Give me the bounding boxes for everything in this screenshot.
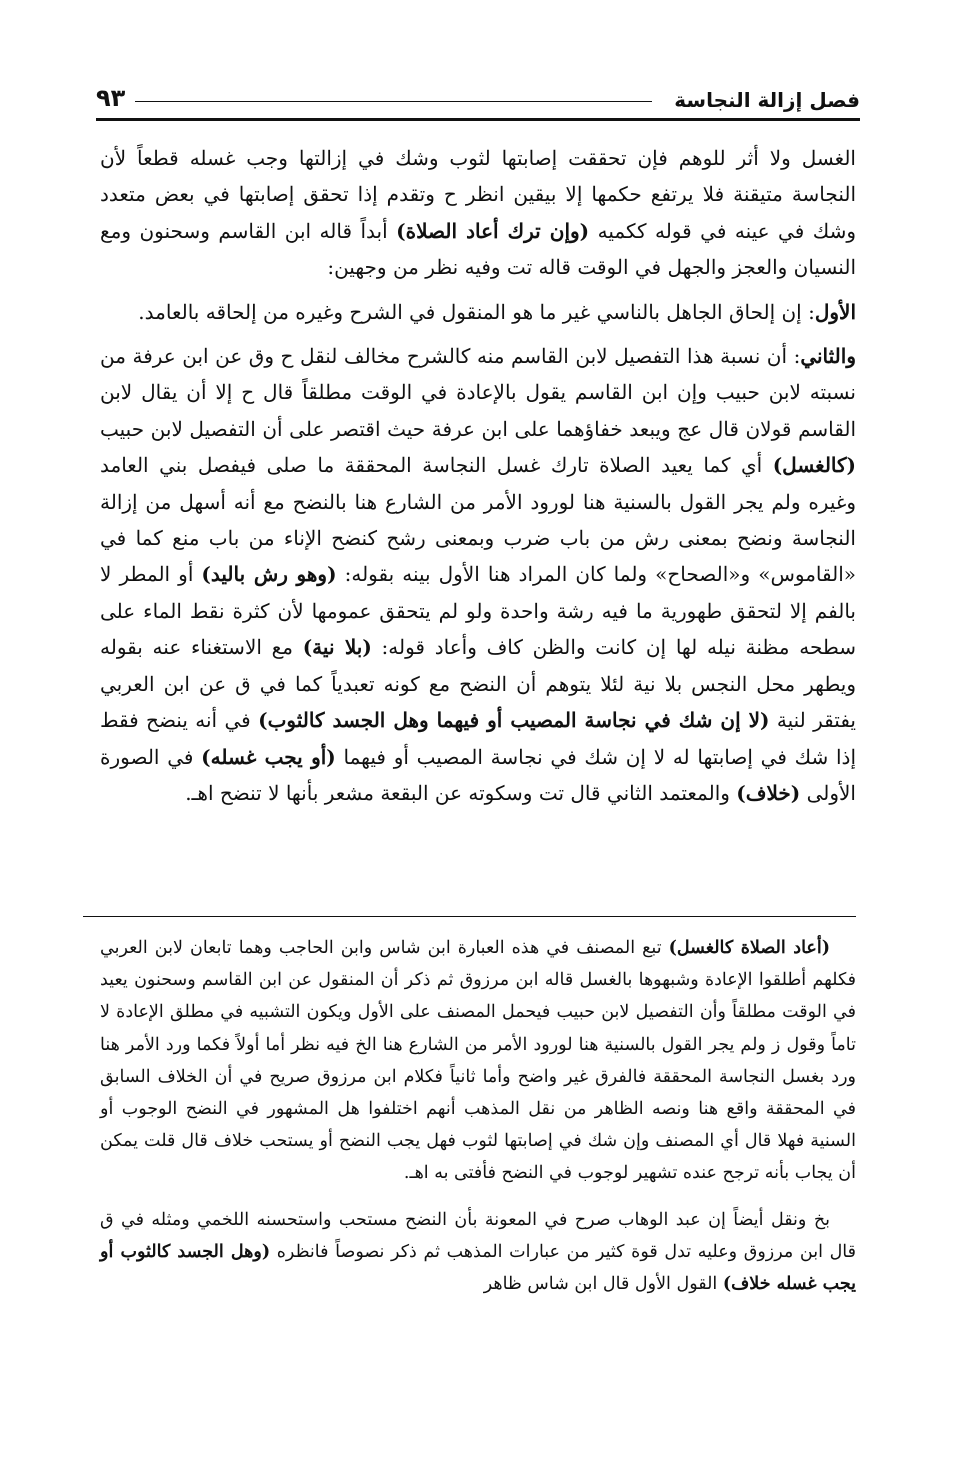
chapter-title: فصل إزالة النجاسة [674,88,860,112]
text-run: في الصورة الأولى [100,744,856,805]
text-run: في أنه ينضح فقط إذا شك في إصابتها له لا إن شك في نجاسة المصيب أو فيهما [100,708,856,769]
text-run: القول الأول قال ابن شاس ظاهر [483,1274,723,1295]
paragraph-1 [100,140,856,286]
matn-quote: (وهل الجسد كالثوب أو يجب غسله خلاف) [100,1241,856,1295]
matn-quote: (خلاف) [736,780,801,805]
text-run: والمعتمد الثاني قال تت وسكوته عن البقعة مشعر بأنها لا تنضح اهـ. [185,780,737,805]
text-run: مع الاستغناء عنه بقوله ويطهر محل النجس بلا نية لئلا يتوهم أن النضح مع كونه تعبدياً كما في ق عن ابن العربي يفتقر لنية [100,635,856,733]
text-run: أبداً قاله ابن القاسم وسحنون ومع النسيان والعجز والجهل في الوقت قاله تت وفيه نظر من وجهين: [100,218,856,280]
text-run: تبع المصنف في هذه العبارة ابن شاس وابن الحاجب وهما تابعان لابن العربي فكلهم أطلقوا الإعادة وشبهوها بالغسل قاله ابن مرزوق ثم ذكر أن المنقول عن ابن القاسم وسحنون يعيد في الوقت مطلقاً وأن التفصيل لابن حبيب فيحمل المصنف على الأول ويكون التشبيه في مطلق الإعادة لا تاماً وقول ز ولم يجر القول بالسنية هنا لورود الأمر من الشارع هنا الخ فيه نظر أما أولاً فكما ورد الأمر هنا ورد بغسل النجاسة المحققة فالفرق غير واضح وأما ثانياً فكلام ابن مرزوق صريح في أن الخلاف السابق في المحققة واقع هنا ونصه الظاهر من نقل المذهب أنهم اختلفوا هل المشهور في النضح الوجوب أو السنية فهلا قال أي المصنف وإن شك في إصابتها لثوب فهل يجب النضح أو يستحب خلاف قال قلت يمكن أن يجاب بأنه ترجح عنده تشهير لوجوب في النضح فأفتى به اهـ. [100,938,856,1184]
footnote-1 [100,932,856,1190]
matn-quote: (كالغسل) [772,453,856,478]
page-number: ٩٣ [96,84,126,112]
text-run: بخ ونقل أيضاً إن عبد الوهاب صرح في المعونة بأن النضح مستحب واستحسنه اللخمي ومثله في ق قال ابن مرزوق وعليه تدل قوة كثير من عبارات المذهب ثم ذكر نصوصاً فانظره [100,1209,856,1262]
footnote-2 [100,1204,856,1301]
paragraph-2 [100,294,856,330]
point-label: الأول [814,299,856,324]
matn-quote: (لا إن شك في نجاسة المصيب أو فيهما وهل الجسد كالثوب) [258,708,770,733]
main-text [100,140,856,819]
text-run: أي كما يعيد الصلاة تارك غسل النجاسة المحققة ما صلى فيفصل بني العامد وغيره ولم يجر القول بالسنية هنا لورود الأمر من الشارع هنا بالنضح مع أنه أسهل من إزالة النجاسة ونضح بمعنى رش من باب ضرب وبمعنى رشح كنضح الإناء من باب منع كما في «القاموس» و«الصحاح» ولما كان المراد هنا الأول بينه بقوله: [100,453,856,587]
running-header [96,72,860,121]
point-label: والثاني [800,344,856,369]
matn-quote: (وإن ترك أعاد الصلاة) [396,218,590,243]
footnote-divider [83,916,856,917]
paragraph-3 [100,338,856,811]
matn-quote: (وهو رش باليد) [201,562,337,587]
matn-quote: (أعاد الصلاة كالغسل) [668,938,830,958]
matn-quote: (أو يجب غسله) [201,744,336,769]
footnotes [100,932,856,1314]
text-run: أو المطر لا بالفم إلا لتحقق طهورية ما فيه رشة واحدة ولو لم يتحقق عمومها لأن كثرة نقط الماء على سطحه مظنة نيله لها إن كانت والظن كاف وأعاد قوله: [100,562,857,660]
text-run: الغسل ولا أثر للوهم فإن تحققت إصابتها لثوب وشك في إزالتها وجب غسله قطعاً لأن النجاسة متيقنة فلا يرتفع حكمها إلا بيقين انظر ح وتقدم إذا تحقق إصابتها في بعض متعدد وشك في عينه في قوله ككميه [100,146,857,243]
text-run: : أن نسبة هذا التفصيل لابن القاسم منه كالشرح مخالف لنقل ح وق عن ابن عرفة من نسبته لابن حبيب وإن ابن القاسم يقول بالإعادة في الوقت مطلقاً قال ح إلا أن يقال لابن القاسم قولان قال عج ويبعد خفاؤهما على ابن عرفة حيث اقتصر على أن التفصيل لابن حبيب [100,344,856,441]
matn-quote: (بلا نية) [302,635,372,660]
header-rule [135,101,652,102]
text-run: : إن إلحاق الجاهل بالناسي غير ما هو المنقول في الشرح وغيره من إلحاقه بالعامد. [138,299,815,324]
